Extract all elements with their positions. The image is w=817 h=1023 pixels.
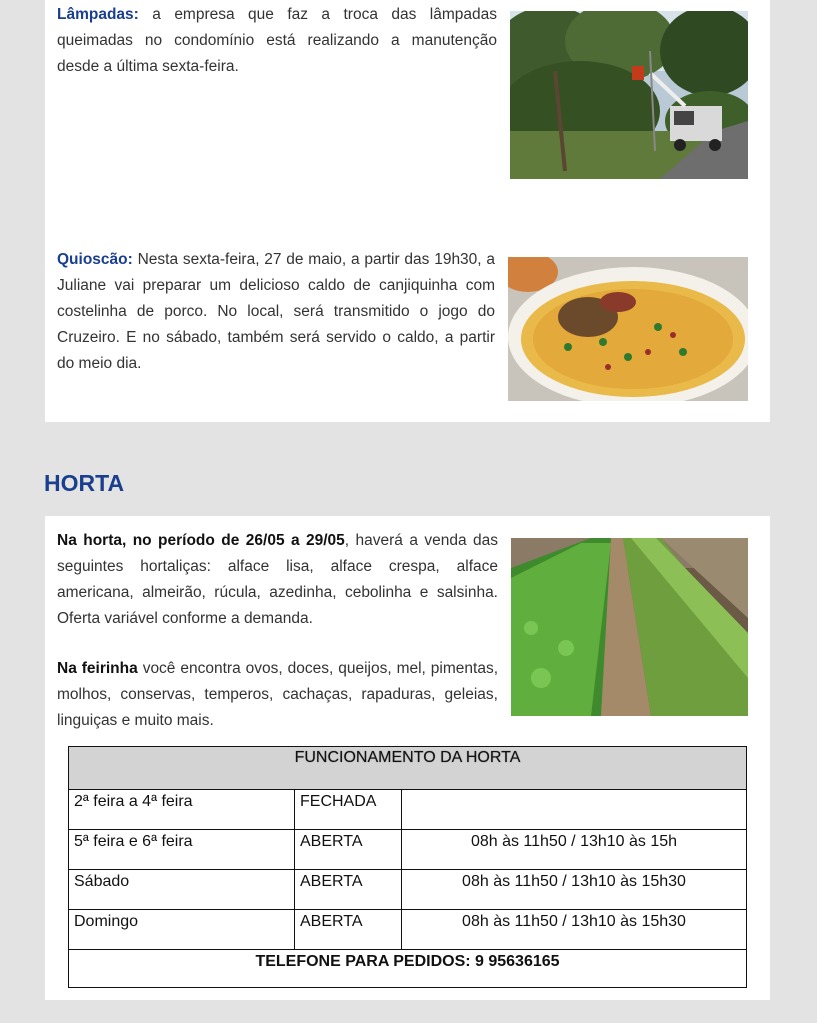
table-cell-day: 2ª feira a 4ª feira (69, 790, 295, 830)
section-title-horta: HORTA (44, 470, 125, 496)
table-cell-day: Sábado (69, 870, 295, 910)
horta-paragraph-text: você encontra ovos, doces, queijos, mel, pimentas, molhos, conservas, temperos, cachaças, rapaduras, geleias, linguiças e muito mais. (57, 660, 499, 729)
table-footer-phone: TELEFONE PARA PEDIDOS: 9 95636165 (69, 950, 747, 988)
table-cell-hours: 08h às 11h50 / 13h10 às 15h30 (402, 910, 747, 950)
horta-paragraph-sale (57, 528, 498, 632)
table-cell-day: Domingo (69, 910, 295, 950)
table-row (69, 790, 747, 830)
table-cell-hours: 08h às 11h50 / 13h10 às 15h (402, 830, 747, 870)
table-row (69, 910, 747, 950)
table-row (69, 830, 747, 870)
news-text: Nesta sexta-feira, 27 de maio, a partir das 19h30, a Juliane vai preparar um delicioso caldo de canjiquinha com costelinha de porco. No local, será transmitido o jogo do Cruzeiro. E no sábado, também será servido o caldo, a partir do meio dia. (57, 251, 495, 372)
street-maintenance-truck-photo (510, 11, 748, 179)
table-header: FUNCIONAMENTO DA HORTA (69, 747, 747, 790)
news-label: Quioscão: (57, 251, 133, 268)
news-text: a empresa que faz a troca das lâmpadas queimadas no condomínio está realizando a manutenção desde a última sexta-feira. (57, 6, 497, 75)
canjiquinha-soup-photo (508, 257, 748, 401)
news-item-quioscao (57, 247, 495, 377)
table-row (69, 870, 747, 910)
table-cell-day: 5ª feira e 6ª feira (69, 830, 295, 870)
horta-paragraph-text: , haverá a venda das seguintes hortaliças: alface lisa, alface crespa, alface americana, almeirão, rúcula, azedinha, cebolinha e salsinha. Oferta variável conforme a demanda. (57, 532, 498, 627)
horta-paragraph-bold: Na horta, no período de 26/05 a 29/05 (57, 532, 345, 549)
horta-paragraph-feirinha (57, 656, 498, 734)
horta-hours-table (68, 746, 747, 988)
table-cell-status: ABERTA (295, 910, 402, 950)
table-cell-status: ABERTA (295, 830, 402, 870)
horta-paragraph-bold: Na feirinha (57, 660, 138, 677)
news-item-lampadas (57, 2, 497, 80)
table-cell-hours: 08h às 11h50 / 13h10 às 15h30 (402, 870, 747, 910)
table-cell-status: FECHADA (295, 790, 402, 830)
table-cell-hours (402, 790, 747, 830)
news-label: Lâmpadas: (57, 6, 139, 23)
table-cell-status: ABERTA (295, 870, 402, 910)
vegetable-garden-photo (511, 538, 748, 716)
